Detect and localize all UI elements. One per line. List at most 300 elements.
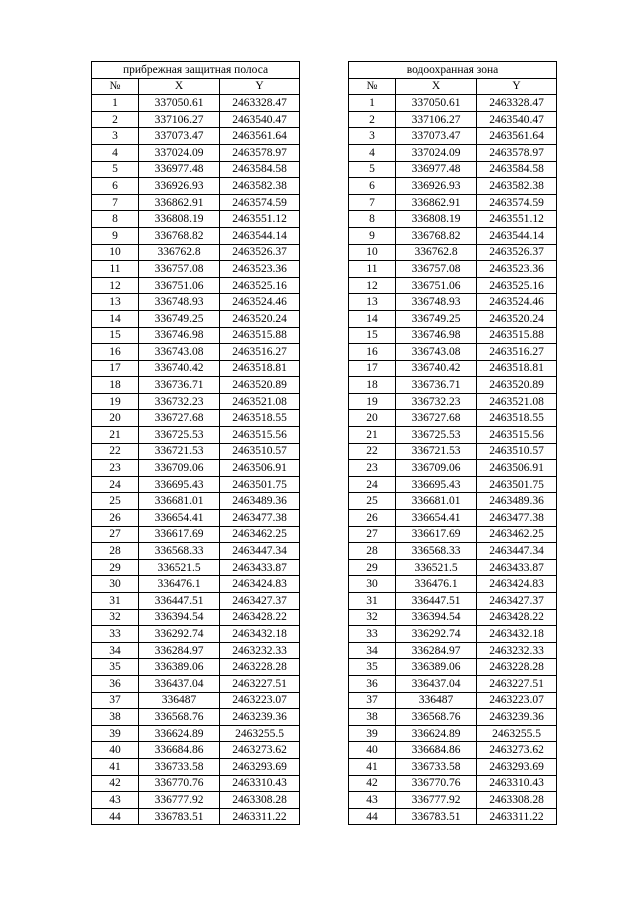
point-number-cell: 3 [349,128,396,145]
y-coordinate-cell: 2463551.12 [220,211,300,228]
point-number-cell: 22 [92,443,139,460]
point-number-cell: 8 [349,211,396,228]
y-coordinate-cell: 2463424.83 [220,576,300,593]
y-coordinate-cell: 2463582.38 [477,178,557,195]
x-coordinate-cell: 336292.74 [396,626,477,643]
point-number-cell: 24 [92,476,139,493]
x-coordinate-cell: 336926.93 [139,178,220,195]
y-coordinate-cell: 2463273.62 [477,742,557,759]
x-coordinate-cell: 336733.58 [396,758,477,775]
y-coordinate-cell: 2463433.87 [477,559,557,576]
table-row [349,393,557,410]
y-coordinate-cell: 2463516.27 [220,344,300,361]
y-coordinate-cell: 2463239.36 [220,709,300,726]
x-coordinate-cell: 336808.19 [139,211,220,228]
table-row [349,808,557,825]
table-row [92,377,300,394]
point-number-cell: 5 [349,161,396,178]
x-coordinate-cell: 336521.5 [396,559,477,576]
point-number-cell: 7 [349,194,396,211]
x-coordinate-cell: 336770.76 [396,775,477,792]
point-number-cell: 44 [92,808,139,825]
y-coordinate-cell: 2463433.87 [220,559,300,576]
x-coordinate-cell: 336394.54 [396,609,477,626]
point-number-cell: 35 [349,659,396,676]
x-coordinate-cell: 336654.41 [139,510,220,527]
point-number-cell: 12 [349,277,396,294]
point-number-cell: 40 [92,742,139,759]
y-coordinate-cell: 2463540.47 [477,111,557,128]
point-number-cell: 17 [92,360,139,377]
point-number-cell: 9 [92,227,139,244]
x-coordinate-cell: 336624.89 [139,725,220,742]
point-number-cell: 7 [92,194,139,211]
y-coordinate-cell: 2463239.36 [477,709,557,726]
point-number-cell: 6 [92,178,139,195]
y-coordinate-cell: 2463518.81 [477,360,557,377]
y-coordinate-cell: 2463520.89 [220,377,300,394]
y-coordinate-cell: 2463255.5 [220,725,300,742]
y-coordinate-cell: 2463520.24 [477,310,557,327]
y-coordinate-cell: 2463501.75 [220,476,300,493]
column-header-x: X [396,78,477,95]
x-coordinate-cell: 336568.76 [139,709,220,726]
table-row [92,294,300,311]
x-coordinate-cell: 336743.08 [396,344,477,361]
y-coordinate-cell: 2463520.24 [220,310,300,327]
x-coordinate-cell: 336568.33 [139,543,220,560]
point-number-cell: 32 [349,609,396,626]
y-coordinate-cell: 2463227.51 [220,675,300,692]
table-row [349,526,557,543]
point-number-cell: 19 [349,393,396,410]
x-coordinate-cell: 336684.86 [396,742,477,759]
table-row [349,178,557,195]
x-coordinate-cell: 336749.25 [139,310,220,327]
y-coordinate-cell: 2463428.22 [220,609,300,626]
water-protection-zone-table [348,61,557,825]
y-coordinate-cell: 2463584.58 [477,161,557,178]
x-coordinate-cell: 336751.06 [396,277,477,294]
y-coordinate-cell: 2463524.46 [220,294,300,311]
table-row [92,310,300,327]
x-coordinate-cell: 336751.06 [139,277,220,294]
y-coordinate-cell: 2463525.16 [477,277,557,294]
x-coordinate-cell: 336487 [139,692,220,709]
y-coordinate-cell: 2463515.56 [220,427,300,444]
y-coordinate-cell: 2463477.38 [477,510,557,527]
column-header-number: № [92,78,139,95]
point-number-cell: 38 [349,709,396,726]
point-number-cell: 11 [92,261,139,278]
x-coordinate-cell: 336736.71 [139,377,220,394]
table-row [92,526,300,543]
y-coordinate-cell: 2463310.43 [220,775,300,792]
table-row [92,327,300,344]
point-number-cell: 33 [92,626,139,643]
point-number-cell: 35 [92,659,139,676]
point-number-cell: 33 [349,626,396,643]
point-number-cell: 41 [349,758,396,775]
x-coordinate-cell: 336768.82 [396,227,477,244]
point-number-cell: 15 [92,327,139,344]
point-number-cell: 26 [349,510,396,527]
table-row [349,758,557,775]
point-number-cell: 25 [92,493,139,510]
point-number-cell: 37 [92,692,139,709]
y-coordinate-cell: 2463523.36 [220,261,300,278]
x-coordinate-cell: 337050.61 [139,95,220,112]
y-coordinate-cell: 2463501.75 [477,476,557,493]
table-row [349,460,557,477]
x-coordinate-cell: 337024.09 [396,144,477,161]
table-row [92,261,300,278]
x-coordinate-cell: 336749.25 [396,310,477,327]
point-number-cell: 30 [349,576,396,593]
point-number-cell: 15 [349,327,396,344]
y-coordinate-cell: 2463311.22 [220,808,300,825]
x-coordinate-cell: 336709.06 [139,460,220,477]
y-coordinate-cell: 2463223.07 [477,692,557,709]
table-row [92,227,300,244]
x-coordinate-cell: 336746.98 [139,327,220,344]
point-number-cell: 43 [92,792,139,809]
point-number-cell: 22 [349,443,396,460]
y-coordinate-cell: 2463525.16 [220,277,300,294]
table-row [92,111,300,128]
x-coordinate-cell: 336684.86 [139,742,220,759]
y-coordinate-cell: 2463578.97 [220,144,300,161]
x-coordinate-cell: 336746.98 [396,327,477,344]
y-coordinate-cell: 2463520.89 [477,377,557,394]
table-row [349,244,557,261]
point-number-cell: 16 [349,344,396,361]
y-coordinate-cell: 2463273.62 [220,742,300,759]
point-number-cell: 3 [92,128,139,145]
point-number-cell: 26 [92,510,139,527]
table-row [349,360,557,377]
point-number-cell: 4 [349,144,396,161]
table-row [349,128,557,145]
x-coordinate-cell: 336681.01 [396,493,477,510]
x-coordinate-cell: 336654.41 [396,510,477,527]
table-row [349,609,557,626]
point-number-cell: 8 [92,211,139,228]
x-coordinate-cell: 336725.53 [139,427,220,444]
table-row [92,194,300,211]
x-coordinate-cell: 337106.27 [139,111,220,128]
table-title: водоохранная зона [349,62,557,79]
point-number-cell: 18 [92,377,139,394]
x-coordinate-cell: 336783.51 [396,808,477,825]
table-row [92,626,300,643]
table-row [92,609,300,626]
x-coordinate-cell: 336748.93 [139,294,220,311]
y-coordinate-cell: 2463510.57 [477,443,557,460]
x-coordinate-cell: 336624.89 [396,725,477,742]
point-number-cell: 37 [349,692,396,709]
point-number-cell: 2 [349,111,396,128]
table-row [349,261,557,278]
table-body [92,95,300,825]
x-coordinate-cell: 336695.43 [396,476,477,493]
table-row [92,510,300,527]
y-coordinate-cell: 2463523.36 [477,261,557,278]
y-coordinate-cell: 2463561.64 [220,128,300,145]
table-row [349,277,557,294]
table-row [92,95,300,112]
point-number-cell: 13 [92,294,139,311]
y-coordinate-cell: 2463477.38 [220,510,300,527]
point-number-cell: 6 [349,178,396,195]
point-number-cell: 1 [92,95,139,112]
x-coordinate-cell: 337050.61 [396,95,477,112]
table-row [92,808,300,825]
table-row [349,510,557,527]
table-title-row [92,62,300,79]
table-row [349,194,557,211]
point-number-cell: 20 [92,410,139,427]
point-number-cell: 32 [92,609,139,626]
x-coordinate-cell: 336568.76 [396,709,477,726]
y-coordinate-cell: 2463510.57 [220,443,300,460]
y-coordinate-cell: 2463582.38 [220,178,300,195]
table-row [92,659,300,676]
x-coordinate-cell: 336740.42 [396,360,477,377]
table-row [349,111,557,128]
x-coordinate-cell: 336727.68 [396,410,477,427]
table-row [92,742,300,759]
table-row [349,659,557,676]
x-coordinate-cell: 336757.08 [139,261,220,278]
point-number-cell: 43 [349,792,396,809]
x-coordinate-cell: 337106.27 [396,111,477,128]
point-number-cell: 1 [349,95,396,112]
y-coordinate-cell: 2463489.36 [477,493,557,510]
table-row [349,576,557,593]
point-number-cell: 17 [349,360,396,377]
y-coordinate-cell: 2463544.14 [220,227,300,244]
table-row [92,161,300,178]
table-row [349,725,557,742]
column-header-y: Y [477,78,557,95]
table-row [349,709,557,726]
x-coordinate-cell: 336768.82 [139,227,220,244]
point-number-cell: 36 [92,675,139,692]
y-coordinate-cell: 2463311.22 [477,808,557,825]
y-coordinate-cell: 2463432.18 [220,626,300,643]
point-number-cell: 39 [349,725,396,742]
y-coordinate-cell: 2463328.47 [477,95,557,112]
y-coordinate-cell: 2463515.88 [477,327,557,344]
table-row [92,725,300,742]
point-number-cell: 4 [92,144,139,161]
point-number-cell: 44 [349,808,396,825]
x-coordinate-cell: 336740.42 [139,360,220,377]
table-row [92,593,300,610]
table-row [349,227,557,244]
x-coordinate-cell: 336762.8 [396,244,477,261]
point-number-cell: 11 [349,261,396,278]
x-coordinate-cell: 336447.51 [396,593,477,610]
column-header-y: Y [220,78,300,95]
point-number-cell: 5 [92,161,139,178]
x-coordinate-cell: 336862.91 [396,194,477,211]
table-row [92,178,300,195]
point-number-cell: 34 [92,642,139,659]
y-coordinate-cell: 2463540.47 [220,111,300,128]
y-coordinate-cell: 2463227.51 [477,675,557,692]
y-coordinate-cell: 2463561.64 [477,128,557,145]
table-title: прибрежная защитная полоса [92,62,300,79]
y-coordinate-cell: 2463515.88 [220,327,300,344]
table-row [349,476,557,493]
table-row [92,277,300,294]
table-row [92,709,300,726]
point-number-cell: 10 [349,244,396,261]
table-row [92,443,300,460]
x-coordinate-cell: 336977.48 [139,161,220,178]
y-coordinate-cell: 2463428.22 [477,609,557,626]
y-coordinate-cell: 2463228.28 [477,659,557,676]
table-row [349,559,557,576]
x-coordinate-cell: 336733.58 [139,758,220,775]
point-number-cell: 10 [92,244,139,261]
y-coordinate-cell: 2463432.18 [477,626,557,643]
x-coordinate-cell: 336681.01 [139,493,220,510]
x-coordinate-cell: 336977.48 [396,161,477,178]
point-number-cell: 27 [92,526,139,543]
point-number-cell: 13 [349,294,396,311]
table-row [349,443,557,460]
y-coordinate-cell: 2463584.58 [220,161,300,178]
x-coordinate-cell: 336617.69 [396,526,477,543]
x-coordinate-cell: 336727.68 [139,410,220,427]
y-coordinate-cell: 2463447.34 [220,543,300,560]
table-row [349,161,557,178]
x-coordinate-cell: 336487 [396,692,477,709]
x-coordinate-cell: 336437.04 [396,675,477,692]
y-coordinate-cell: 2463328.47 [220,95,300,112]
table-header-row [92,78,300,95]
y-coordinate-cell: 2463232.33 [220,642,300,659]
point-number-cell: 38 [92,709,139,726]
x-coordinate-cell: 336389.06 [139,659,220,676]
point-number-cell: 16 [92,344,139,361]
y-coordinate-cell: 2463526.37 [477,244,557,261]
x-coordinate-cell: 336808.19 [396,211,477,228]
coastal-protection-strip-table [91,61,300,825]
y-coordinate-cell: 2463310.43 [477,775,557,792]
table-body [349,95,557,825]
table-row [92,792,300,809]
column-header-number: № [349,78,396,95]
point-number-cell: 19 [92,393,139,410]
y-coordinate-cell: 2463518.55 [477,410,557,427]
table-row [92,576,300,593]
table-header-row [349,78,557,95]
table-row [92,476,300,493]
y-coordinate-cell: 2463524.46 [477,294,557,311]
table-row [349,377,557,394]
y-coordinate-cell: 2463521.08 [477,393,557,410]
x-coordinate-cell: 336725.53 [396,427,477,444]
y-coordinate-cell: 2463447.34 [477,543,557,560]
point-number-cell: 21 [349,427,396,444]
x-coordinate-cell: 336926.93 [396,178,477,195]
point-number-cell: 21 [92,427,139,444]
point-number-cell: 14 [92,310,139,327]
y-coordinate-cell: 2463518.81 [220,360,300,377]
x-coordinate-cell: 336437.04 [139,675,220,692]
table-row [349,410,557,427]
y-coordinate-cell: 2463308.28 [220,792,300,809]
x-coordinate-cell: 336394.54 [139,609,220,626]
table-row [92,559,300,576]
x-coordinate-cell: 336777.92 [139,792,220,809]
x-coordinate-cell: 336389.06 [396,659,477,676]
point-number-cell: 23 [349,460,396,477]
table-row [92,128,300,145]
table-row [349,344,557,361]
y-coordinate-cell: 2463578.97 [477,144,557,161]
point-number-cell: 24 [349,476,396,493]
y-coordinate-cell: 2463518.55 [220,410,300,427]
table-row [349,675,557,692]
y-coordinate-cell: 2463223.07 [220,692,300,709]
y-coordinate-cell: 2463424.83 [477,576,557,593]
x-coordinate-cell: 336476.1 [396,576,477,593]
point-number-cell: 12 [92,277,139,294]
x-coordinate-cell: 336743.08 [139,344,220,361]
table-row [92,692,300,709]
x-coordinate-cell: 336732.23 [139,393,220,410]
table-row [349,493,557,510]
y-coordinate-cell: 2463293.69 [220,758,300,775]
table-row [92,144,300,161]
point-number-cell: 18 [349,377,396,394]
table-row [92,775,300,792]
table-row [349,692,557,709]
table-row [92,410,300,427]
y-coordinate-cell: 2463526.37 [220,244,300,261]
y-coordinate-cell: 2463574.59 [477,194,557,211]
x-coordinate-cell: 336783.51 [139,808,220,825]
table-row [92,244,300,261]
point-number-cell: 14 [349,310,396,327]
point-number-cell: 25 [349,493,396,510]
point-number-cell: 30 [92,576,139,593]
y-coordinate-cell: 2463232.33 [477,642,557,659]
table-row [349,626,557,643]
y-coordinate-cell: 2463506.91 [477,460,557,477]
x-coordinate-cell: 336695.43 [139,476,220,493]
x-coordinate-cell: 336284.97 [139,642,220,659]
point-number-cell: 29 [92,559,139,576]
y-coordinate-cell: 2463515.56 [477,427,557,444]
y-coordinate-cell: 2463574.59 [220,194,300,211]
y-coordinate-cell: 2463521.08 [220,393,300,410]
y-coordinate-cell: 2463489.36 [220,493,300,510]
y-coordinate-cell: 2463551.12 [477,211,557,228]
y-coordinate-cell: 2463293.69 [477,758,557,775]
point-number-cell: 23 [92,460,139,477]
x-coordinate-cell: 337073.47 [139,128,220,145]
table-row [349,294,557,311]
point-number-cell: 42 [349,775,396,792]
y-coordinate-cell: 2463462.25 [477,526,557,543]
x-coordinate-cell: 336862.91 [139,194,220,211]
